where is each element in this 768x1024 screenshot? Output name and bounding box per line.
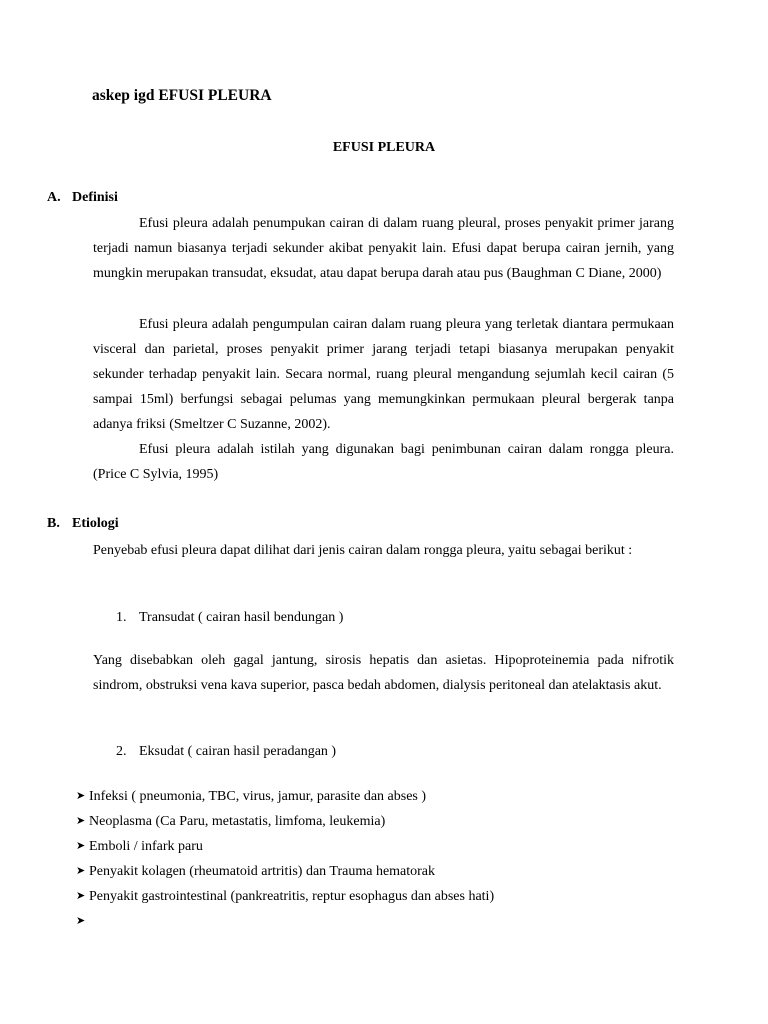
- definisi-paragraph-2: Efusi pleura adalah pengumpulan cairan dalam ruang pleura yang terletak diantara permukaan visceral dan parietal, proses penyakit primer jarang terjadi tetapi biasanya merupakan penyakit sekunder terhadap penyakit lain. Secara normal, ruang pleural mengandung sejumlah kecil cairan (5 sampai 15ml) berfungsi sebagai pelumas yang memungkinkan permukaan pleural bergerak tanpa adanya friksi (Smeltzer C Suzanne, 2002).: [93, 317, 674, 432]
- arrow-bullet-icon: ➤: [76, 865, 86, 877]
- transudat-description: Yang disebabkan oleh gagal jantung, sirosis hepatis dan asietas. Hipoproteinemia pada nifrotik sindrom, obstruksi vena kava superior, pasca bedah abdomen, dialysis peritoneal dan atelaktasis akut.: [93, 653, 674, 693]
- list-item-text: Emboli / infark paru: [89, 839, 203, 854]
- item-number: 1.: [116, 610, 127, 625]
- list-item-text: Infeksi ( pneumonia, TBC, virus, jamur, parasite dan abses ): [89, 789, 427, 804]
- section-letter: B.: [47, 516, 60, 531]
- list-item-text: Neoplasma (Ca Paru, metastatis, limfoma, leukemia): [89, 814, 386, 829]
- arrow-bullet-icon: ➤: [76, 840, 86, 852]
- section-title: Etiologi: [72, 516, 119, 531]
- item-label: Eksudat ( cairan hasil peradangan ): [139, 744, 337, 759]
- numbered-item-transudat: [116, 610, 343, 626]
- list-item-text: Penyakit gastrointestinal (pankreatritis, reptur esophagus dan abses hati): [89, 889, 495, 904]
- arrow-bullet-icon: ➤: [76, 890, 86, 902]
- arrow-bullet-icon: ➤: [76, 790, 86, 802]
- definisi-paragraph-3: Efusi pleura adalah istilah yang digunakan bagi penimbunan cairan dalam rongga pleura. (Price C Sylvia, 1995): [93, 442, 674, 482]
- list-item: [76, 786, 494, 811]
- arrow-bullet-icon: ➤: [76, 915, 86, 927]
- list-item: [76, 911, 494, 936]
- main-heading-text: EFUSI PLEURA: [332, 140, 436, 155]
- eksudat-bullet-list: [76, 786, 494, 936]
- etiologi-intro: Penyebab efusi pleura dapat dilihat dari jenis cairan dalam rongga pleura, yaitu sebagai berikut :: [93, 543, 633, 558]
- numbered-item-eksudat: [116, 744, 336, 760]
- section-title: Definisi: [72, 190, 118, 205]
- item-label: Transudat ( cairan hasil bendungan ): [139, 610, 344, 625]
- list-item-text: Penyakit kolagen (rheumatoid artritis) dan Trauma hematorak: [89, 864, 436, 879]
- list-item: [76, 861, 494, 886]
- list-item: [76, 811, 494, 836]
- definisi-paragraph-1: Efusi pleura adalah penumpukan cairan di dalam ruang pleural, proses penyakit primer jarang terjadi namun biasanya terjadi sekunder akibat penyakit lain. Efusi dapat berupa cairan jernih, yang mungkin merupakan transudat, eksudat, atau dapat berupa darah atau pus (Baughman C Diane, 2000): [93, 216, 674, 281]
- item-number: 2.: [116, 744, 127, 759]
- section-heading-definisi: [47, 190, 118, 206]
- section-heading-etiologi: [47, 516, 119, 532]
- list-item: [76, 836, 494, 861]
- section-letter: A.: [47, 190, 61, 205]
- document-title: askep igd EFUSI PLEURA: [92, 87, 272, 104]
- arrow-bullet-icon: ➤: [76, 815, 86, 827]
- list-item: [76, 886, 494, 911]
- main-heading: [0, 140, 768, 156]
